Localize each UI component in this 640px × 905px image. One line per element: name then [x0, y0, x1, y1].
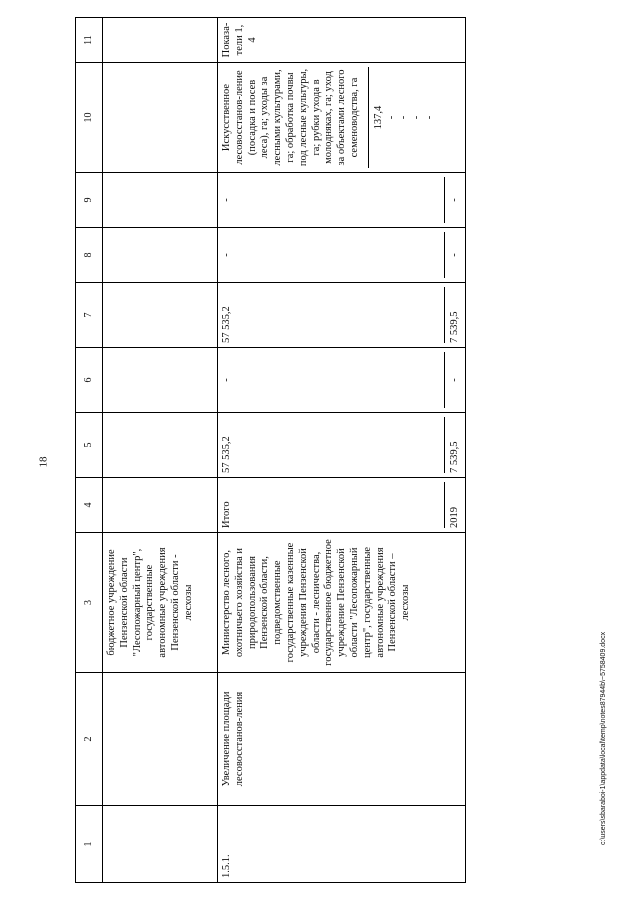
other-cell — [218, 173, 466, 228]
total-regional: 57 535,2 — [221, 306, 232, 343]
header-col-2: 2 — [76, 673, 103, 806]
header-col-3: 3 — [76, 533, 103, 673]
header-col-5: 5 — [76, 413, 103, 478]
header-col-6: 6 — [76, 348, 103, 413]
indicator-value-4: - — [411, 115, 423, 120]
cont-cell-4 — [103, 478, 218, 533]
total-sum: 57 535,2 — [221, 436, 232, 473]
total-other: - — [221, 198, 232, 202]
year-other: - — [444, 177, 462, 223]
indicator-value-3: - — [398, 115, 410, 120]
program-table — [75, 17, 466, 883]
total-federal: - — [221, 378, 232, 382]
indicator-cell — [218, 63, 466, 173]
header-col-7: 7 — [76, 283, 103, 348]
cont-executor: бюджетное учреждение Пензенской области "Лесопожарный центр", государственные автономные учреждения Пензенской области - лесхозы — [103, 533, 218, 673]
indicator-value-2: - — [385, 115, 397, 120]
local-cell — [218, 228, 466, 283]
footer-path-text: c:\users\sbaraboi-1\appdata\local\temp\notes87944b\~5758409.docx — [600, 631, 607, 845]
header-row — [76, 18, 103, 883]
header-col-1: 1 — [76, 806, 103, 883]
page-number-text: 18 — [37, 456, 50, 468]
year-regional: 7 539,5 — [444, 287, 462, 343]
header-col-10: 10 — [76, 63, 103, 173]
federal-cell — [218, 348, 466, 413]
cont-cell-2 — [103, 673, 218, 806]
year-sum: 7 539,5 — [444, 417, 462, 473]
continuation-row — [103, 18, 218, 883]
cont-cell-8 — [103, 228, 218, 283]
indicator-ref: Показа-тели 1, 4 — [218, 18, 466, 63]
footer-path — [600, 565, 607, 845]
total-local: - — [221, 253, 232, 257]
year-federal: - — [444, 352, 462, 408]
activity-name: Увеличение площади лесовосстанов-ления — [218, 673, 466, 806]
rotated-table-page — [75, 18, 585, 883]
cont-cell-10 — [103, 63, 218, 173]
cont-cell-1 — [103, 806, 218, 883]
header-col-11: 11 — [76, 18, 103, 63]
cont-cell-9 — [103, 173, 218, 228]
header-col-4: 4 — [76, 478, 103, 533]
indicator-name: Искусственное лесовосстанов-ление (посадка и посев леса), га; уходы за лесными культурами, га; обработка почвы под лесные культуры, га; рубки ухода в молодняках, га; уход за объектами лесного семеноводства, га — [221, 68, 360, 167]
cont-cell-11 — [103, 18, 218, 63]
indicator-values — [368, 67, 437, 168]
cont-cell-7 — [103, 283, 218, 348]
indicator-value-1: 137,4 — [372, 105, 384, 130]
period-total: Итого — [221, 501, 232, 528]
row-1-5-1 — [218, 18, 466, 883]
period-year: 2019 — [444, 482, 462, 528]
year-local: - — [444, 232, 462, 278]
regional-cell — [218, 283, 466, 348]
page-number — [38, 457, 50, 468]
sum-cell — [218, 413, 466, 478]
header-col-9: 9 — [76, 173, 103, 228]
indicator-value-5: - — [423, 115, 435, 120]
header-col-8: 8 — [76, 228, 103, 283]
cont-cell-5 — [103, 413, 218, 478]
row-number: 1.5.1. — [218, 806, 466, 883]
cont-cell-6 — [103, 348, 218, 413]
period-cell — [218, 478, 466, 533]
executor-text: Министерство лесного, охотничьего хозяйства и природопользования Пензенской области, подведомственные государственные казенные учреждения Пензенской области - лесничества, государственное бюджетное учреждение Пензенской области "Лесопожарный центр", государственные автономные учреждения Пензенской области – лесхозы — [218, 533, 466, 673]
